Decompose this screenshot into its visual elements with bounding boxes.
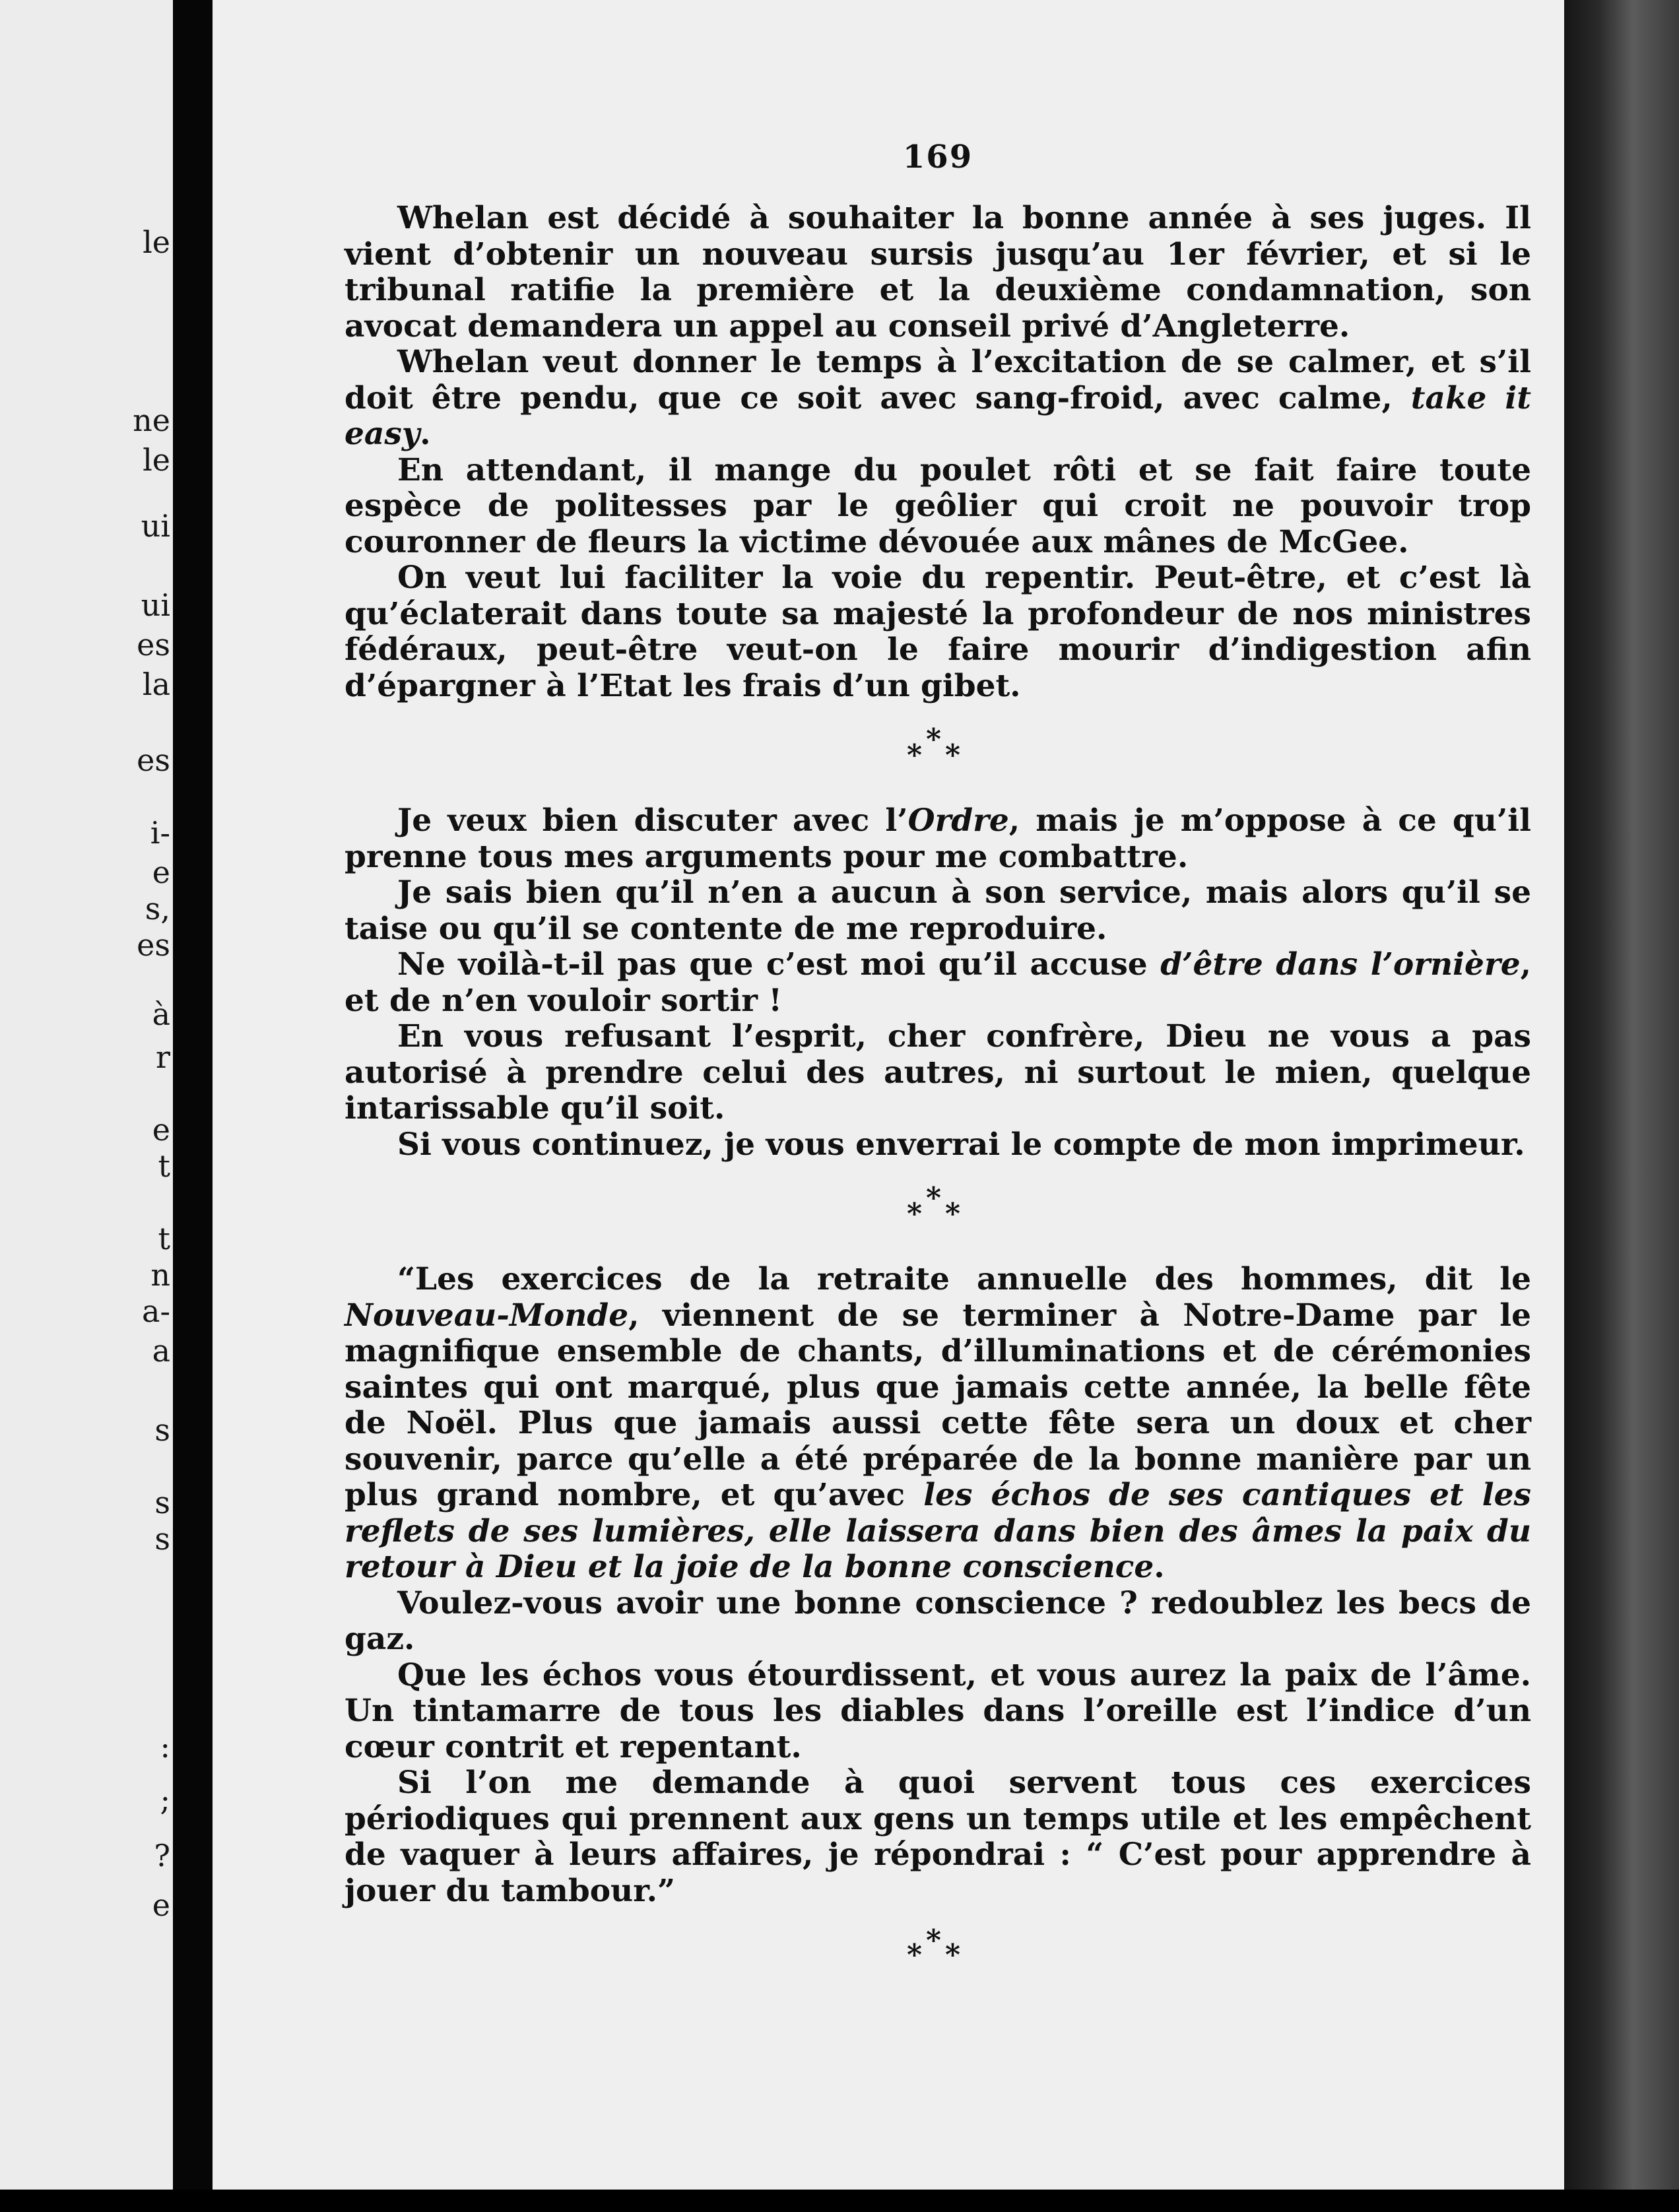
text-run: , mais je m’oppose à ce qu’il prenne tous mes arguments pour me combattre.: [345, 802, 1531, 875]
text-run: , viennent de se terminer à Notre-Dame par le magnifique ensemble de chants, d’illuminations et de cérémonies saintes qui ont marqué, plus que jamais cette année, la belle fête de Noël. Plus que jamais aussi cette fête sera un doux et cher souvenir, parce qu’elle a été préparée de la bonne manière par un plus grand nombre, et qu’avec: [345, 1297, 1531, 1513]
left-page-fragment-text: t: [158, 1221, 170, 1256]
left-page-fragment-text: a-: [142, 1293, 170, 1329]
binding-gutter: [173, 0, 213, 2212]
left-page-text-fragments: [0, 0, 173, 2212]
left-page-fragment-text: r: [156, 1039, 170, 1075]
left-page-fragment-text: ui: [141, 508, 170, 544]
text-run: , et de n’en vouloir sortir !: [345, 946, 1531, 1019]
paragraph: [345, 1127, 1531, 1163]
text-run: Whelan est décidé à souhaiter la bonne année à ses juges. Il vient d’obtenir un nouveau sursis jusqu’au 1er février, et si le tribunal ratifie la première et la deuxième condamnation, son avocat demandera un appel au conseil privé d’Angleterre.: [345, 200, 1531, 344]
left-page-fragment-text: ?: [154, 1838, 170, 1873]
paragraph: [345, 1586, 1531, 1658]
left-page-fragment-text: e: [152, 1112, 170, 1148]
text-run: On veut lui faciliter la voie du repentir. Peut-être, et c’est là qu’éclaterait dans toute sa majesté la profondeur de nos ministres fédéraux, peut-être veut-on le faire mourir d’indigestion afin d’épargner à l’Etat les frais d’un gibet.: [345, 560, 1531, 704]
scan-bottom-border: [0, 2190, 1679, 2212]
section-1: [345, 201, 1531, 704]
left-page-fragment-text: t: [158, 1148, 170, 1184]
italic-text: Ordre: [907, 802, 1009, 839]
text-run: .: [420, 416, 431, 452]
left-page-fragment-text: ;: [160, 1782, 170, 1817]
section-separator-2: [345, 1163, 1531, 1262]
paragraph: [345, 201, 1531, 344]
text-run: Que les échos vous étourdissent, et vous aurez la paix de l’âme. Un tintamarre de tous les diables dans l’oreille est l’indice d’un cœur contrit et repentant.: [345, 1656, 1531, 1765]
paragraph: [345, 947, 1531, 1019]
paragraph: [345, 560, 1531, 704]
text-run: Whelan veut donner le temps à l’excitation de se calmer, et s’il doit être pendu, que ce soit avec sang-froid, avec calme,: [345, 344, 1531, 416]
italic-text: Nouveau-Monde: [345, 1297, 629, 1334]
page-text: [345, 99, 1531, 1972]
separator-star: *: [945, 738, 961, 772]
paragraph: [345, 1262, 1531, 1586]
section-separator-3: [345, 1909, 1531, 1972]
paragraph: [345, 1658, 1531, 1766]
page-number: 169: [902, 139, 973, 176]
text-run: En attendant, il mange du poulet rôti et se fait faire toute espèce de politesses par le geôlier qui croit ne pouvoir trop couronner de fleurs la victime dévouée aux mânes de McGee.: [345, 451, 1531, 560]
main-page: [213, 0, 1564, 2212]
left-page-fragment-text: s: [154, 1485, 170, 1520]
page-edge-strip: [1564, 0, 1679, 2212]
separator-star: *: [907, 738, 923, 772]
separator-star: *: [926, 1181, 942, 1215]
left-page-fragment-text: s,: [145, 891, 170, 927]
paragraph: [345, 453, 1531, 561]
separator-star: *: [907, 1197, 923, 1231]
left-page-fragment-text: le: [143, 442, 170, 478]
paragraph: [345, 344, 1531, 453]
text-run: .: [1154, 1549, 1165, 1585]
left-page-fragment-text: es: [137, 927, 170, 963]
left-page-fragment-text: le: [143, 224, 170, 260]
left-page-fragment-text: s: [154, 1412, 170, 1448]
separator-star: *: [926, 723, 942, 756]
separator-star: *: [945, 1938, 961, 1972]
text-run: Si l’on me demande à quoi servent tous ces exercices périodiques qui prennent aux gens un temps utile et les empêchent de vaquer à leurs affaires, je répondrai : “ C’est pour apprendre à jouer du tambour.”: [345, 1765, 1531, 1909]
text-run: “Les exercices de la retraite annuelle des hommes, dit le: [397, 1261, 1531, 1297]
left-page-fragment-text: ui: [141, 587, 170, 623]
text-run: Ne voilà-t-il pas que c’est moi qu’il accuse: [397, 946, 1161, 983]
left-page-fragment-text: es: [137, 742, 170, 778]
text-run: Voulez-vous avoir une bonne conscience ? redoublez les becs de gaz.: [345, 1584, 1531, 1657]
text-run: Je veux bien discuter avec l’: [397, 802, 908, 839]
paragraph: [345, 875, 1531, 947]
paragraph: [345, 803, 1531, 875]
separator-star: *: [907, 1938, 923, 1972]
paragraph: [345, 1765, 1531, 1909]
left-page-fragment-text: i-: [150, 815, 170, 851]
italic-text: les échos de ses cantiques et les reflets de ses lumières, elle laissera dans bien des âmes la paix du retour à Dieu et la joie de la bonne conscience: [345, 1477, 1531, 1585]
left-page-fragment-text: la: [142, 667, 170, 702]
left-page-fragment-text: :: [160, 1729, 170, 1765]
left-page-fragment: [0, 0, 173, 2212]
section-2: [345, 803, 1531, 1163]
separator-star: *: [926, 1924, 942, 1957]
italic-text: take it easy: [345, 379, 1531, 452]
paragraph: [345, 1019, 1531, 1127]
left-page-fragment-text: a: [152, 1333, 170, 1369]
left-page-fragment-text: e: [152, 855, 170, 890]
left-page-fragment-text: à: [152, 996, 170, 1032]
text-run: En vous refusant l’esprit, cher confrère, Dieu ne vous a pas autorisé à prendre celui des autres, ni surtout le mien, quelque intarissable qu’il soit.: [345, 1018, 1531, 1126]
left-page-fragment-text: ne: [133, 403, 170, 438]
text-run: Si vous continuez, je vous enverrai le compte de mon imprimeur.: [397, 1126, 1525, 1163]
italic-text: d’être dans l’ornière: [1160, 946, 1521, 983]
left-page-fragment-text: n: [150, 1257, 170, 1293]
left-page-fragment-text: e: [152, 1887, 170, 1923]
left-page-fragment-text: es: [137, 627, 170, 663]
separator-star: *: [945, 1197, 961, 1231]
section-separator-1: [345, 704, 1531, 803]
left-page-fragment-text: s: [154, 1521, 170, 1557]
text-run: Je sais bien qu’il n’en a aucun à son service, mais alors qu’il se taise ou qu’il se contente de me reproduire.: [345, 874, 1531, 947]
section-3: [345, 1262, 1531, 1909]
